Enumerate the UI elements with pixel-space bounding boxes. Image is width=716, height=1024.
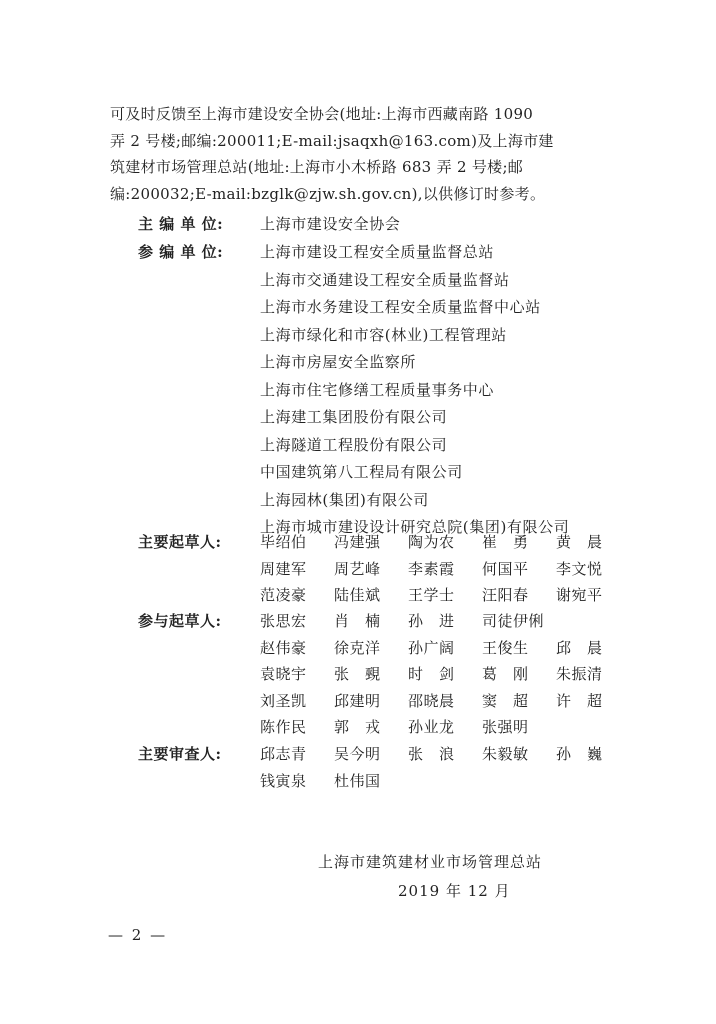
intro-paragraph	[110, 101, 610, 207]
participating-units-label: 参 编 单 位:	[138, 243, 224, 261]
person-name: 李文悦	[556, 559, 603, 578]
intro-line: 弄 2 号楼;邮编:200011;E-mail:jsaqxh@163.com)及上海市建	[110, 131, 554, 150]
person-name: 陆佳斌	[334, 586, 381, 604]
person-name: 邱志青	[260, 745, 307, 763]
person-name: 孙 巍	[556, 745, 603, 763]
person-name: 时 剑	[408, 665, 455, 683]
name-row	[260, 529, 630, 556]
person-name: 崔 勇	[482, 533, 529, 551]
person-name: 吴今明	[334, 745, 381, 763]
person-name: 谢宛平	[556, 586, 603, 604]
person-name: 冯建强	[334, 533, 381, 551]
person-name: 毕绍伯	[260, 533, 307, 551]
issuing-organization: 上海市建筑建材业市场管理总站	[318, 853, 543, 871]
participating-unit: 上海园林(集团)有限公司	[260, 490, 429, 509]
main-reviewers-label: 主要审查人:	[138, 745, 222, 763]
name-row	[260, 741, 630, 768]
name-row	[260, 556, 630, 583]
person-name: 窦 超	[482, 691, 529, 710]
person-name: 郭 戎	[334, 718, 381, 736]
person-name: 王学士	[408, 586, 455, 604]
participating-units-list	[260, 239, 569, 542]
participating-unit: 上海市绿化和市容(林业)工程管理站	[260, 325, 507, 344]
participating-unit: 中国建筑第八工程局有限公司	[260, 463, 463, 481]
participating-unit: 上海建工集团股份有限公司	[260, 408, 448, 426]
intro-line: 编:200032;E-mail:bzglk@zjw.sh.gov.cn),以供修订时参考。	[110, 184, 546, 203]
person-name: 周艺峰	[334, 559, 381, 578]
person-name: 杜伟国	[334, 771, 381, 790]
name-row	[260, 608, 630, 635]
name-row	[260, 661, 630, 688]
person-name: 张 覡	[334, 665, 381, 683]
person-name: 袁晓宇	[260, 665, 307, 683]
main-reviewers-list	[260, 741, 630, 794]
person-name: 孙广阔	[408, 638, 455, 657]
person-name: 黄 晨	[556, 533, 603, 551]
chief-unit-label: 主 编 单 位:	[138, 215, 224, 233]
participating-drafters-label: 参与起草人:	[138, 612, 222, 630]
participating-unit: 上海市建设工程安全质量监督总站	[260, 243, 495, 261]
person-name: 孙业龙	[408, 718, 455, 736]
page-number: — 2 —	[108, 926, 168, 944]
person-name: 陈作民	[260, 718, 307, 736]
person-name: 徐克洋	[334, 638, 381, 657]
participating-unit: 上海市住宅修缮工程质量事务中心	[260, 380, 495, 399]
person-name: 孙 进	[408, 612, 455, 630]
person-name: 邱建明	[334, 691, 381, 710]
person-name: 赵伟豪	[260, 638, 307, 657]
participating-unit: 上海市交通建设工程安全质量监督站	[260, 270, 510, 289]
main-drafters-list	[260, 529, 630, 609]
participating-unit: 上海市水务建设工程安全质量监督中心站	[260, 298, 541, 316]
person-name: 李素霞	[408, 559, 455, 578]
person-name: 葛 刚	[482, 665, 529, 683]
participating-unit: 上海市城市建设设计研究总院(集团)有限公司	[260, 518, 570, 536]
person-name: 钱寅泉	[260, 771, 307, 790]
intro-line: 筑建材市场管理总站(地址:上海市小木桥路 683 弄 2 号楼;邮	[110, 158, 524, 176]
person-name: 朱振清	[556, 665, 603, 683]
name-row	[260, 688, 630, 715]
person-name: 朱毅敏	[482, 745, 529, 763]
person-name: 汪阳春	[482, 586, 529, 604]
person-name: 陶为农	[408, 533, 455, 551]
main-drafters-label: 主要起草人:	[138, 533, 222, 551]
name-row	[260, 582, 630, 609]
person-name: 张强明	[482, 718, 529, 736]
name-row	[260, 714, 630, 741]
person-name: 肖 楠	[334, 612, 381, 630]
person-name: 张思宏	[260, 612, 307, 630]
person-name: 邵晓晨	[408, 691, 455, 710]
person-name: 何国平	[482, 559, 529, 578]
intro-line: 可及时反馈至上海市建设安全协会(地址:上海市西藏南路 1090	[110, 105, 534, 123]
issue-date: 2019 年 12 月	[398, 882, 511, 900]
person-name: 范凌豪	[260, 586, 307, 604]
participating-drafters-list	[260, 608, 630, 741]
name-row	[260, 768, 630, 795]
person-name: 王俊生	[482, 638, 529, 657]
participating-unit: 上海市房屋安全监察所	[260, 353, 417, 371]
person-name: 邱 晨	[556, 638, 603, 657]
chief-unit-value: 上海市建设安全协会	[260, 215, 401, 233]
person-name: 司徒伊俐	[482, 612, 545, 630]
person-name: 刘圣凯	[260, 691, 307, 710]
person-name: 张 浪	[408, 745, 455, 763]
person-name: 周建军	[260, 559, 307, 578]
participating-unit: 上海隧道工程股份有限公司	[260, 435, 448, 454]
name-row	[260, 635, 630, 662]
person-name: 许 超	[556, 691, 603, 710]
